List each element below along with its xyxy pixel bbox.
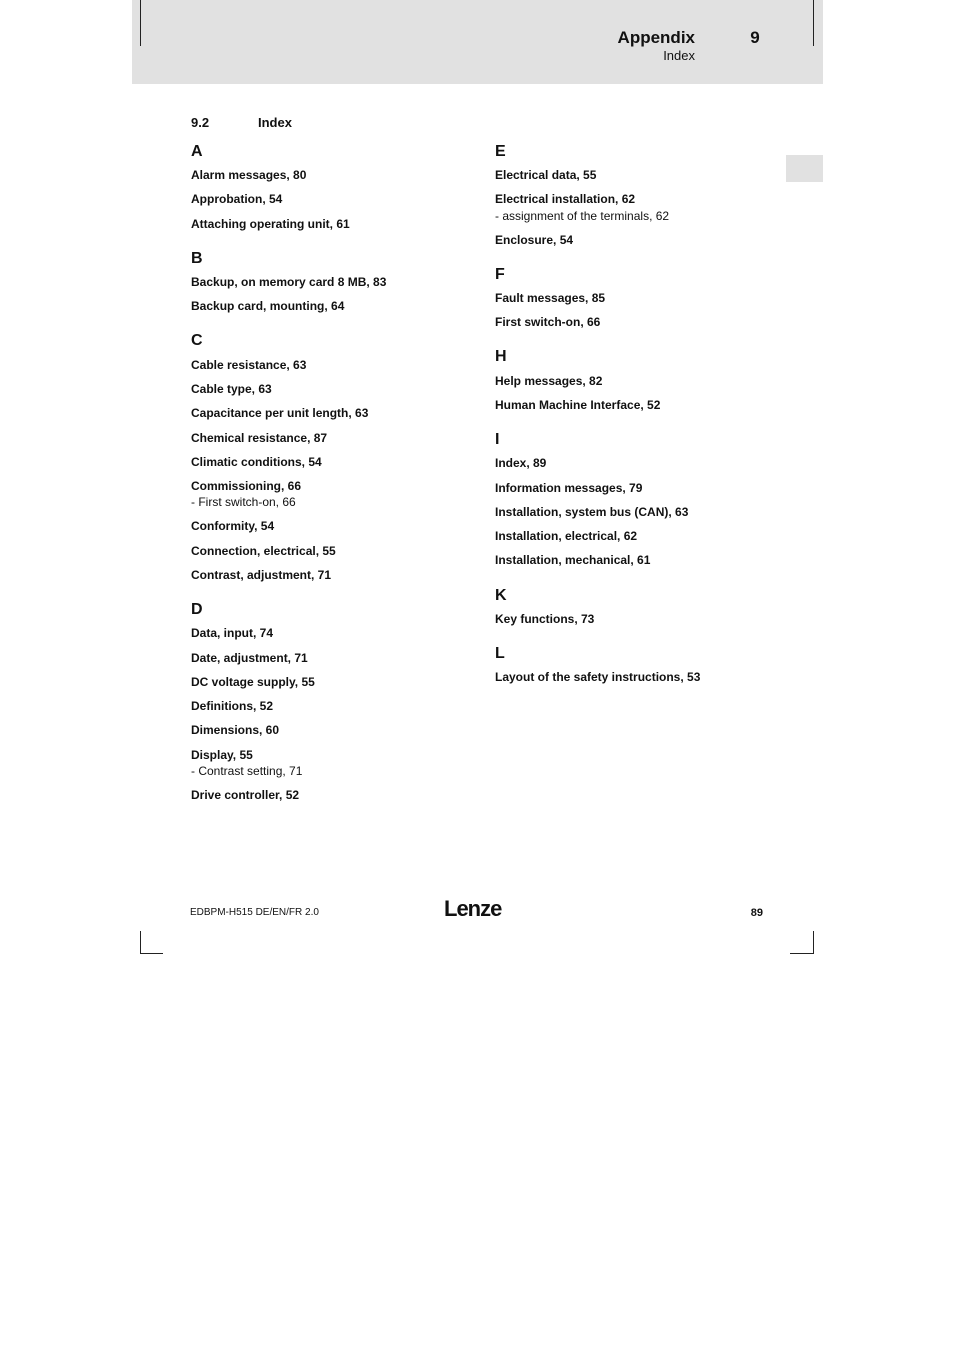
index-column-left	[191, 141, 481, 819]
index-letter: E	[495, 143, 506, 160]
index-entry: Commissioning, 66	[191, 479, 302, 494]
index-column-right	[495, 141, 785, 701]
index-subentry: - Contrast setting, 71	[191, 763, 303, 778]
index-entry: Key functions, 73	[495, 611, 595, 626]
page-number: 89	[750, 907, 763, 919]
lenze-logo: Lenze	[444, 896, 502, 921]
index-entry: Information messages, 79	[495, 480, 643, 495]
index-letter: C	[191, 332, 203, 350]
index-subentry: - assignment of the terminals, 62	[495, 208, 670, 223]
index-entry: Connection, electrical, 55	[191, 543, 336, 558]
index-entry: Human Machine Interface, 52	[495, 397, 661, 412]
index-entry: Contrast, adjustment, 71	[191, 568, 332, 582]
index-entry: Electrical data, 55	[495, 168, 597, 183]
index-letter: F	[495, 265, 505, 283]
index-letter: H	[495, 348, 507, 366]
index-entry: Backup, on memory card 8 MB, 83	[191, 275, 387, 290]
crop-mark-top-right	[813, 0, 814, 46]
index-letter: L	[495, 644, 505, 662]
index-entry: Definitions, 52	[191, 699, 274, 714]
index-entry: Display, 55	[191, 747, 253, 762]
index-letter: K	[495, 586, 507, 604]
index-entry: Data, input, 74	[191, 626, 274, 641]
index-entry: Fault messages, 85	[495, 291, 606, 306]
index-entry: Index, 89	[495, 456, 547, 471]
index-entry: Drive controller, 52	[191, 788, 300, 803]
index-group	[495, 141, 785, 252]
index-entry: Cable type, 63	[191, 381, 272, 396]
index-group	[191, 599, 481, 807]
index-entry: Capacitance per unit length, 63	[191, 406, 369, 421]
index-entry: Conformity, 54	[191, 519, 275, 534]
index-subentry: - First switch-on, 66	[191, 495, 296, 510]
crop-mark-bottom-left-h	[140, 953, 163, 954]
index-letter: I	[495, 431, 500, 449]
index-entry: Date, adjustment, 71	[191, 650, 308, 665]
crop-mark-top-left	[140, 0, 141, 46]
chapter-side-tab	[786, 155, 823, 182]
index-group	[495, 585, 785, 631]
index-group	[191, 141, 481, 236]
index-entry: DC voltage supply, 55	[191, 674, 315, 689]
section-heading	[191, 115, 292, 130]
section-number: 9.2	[191, 115, 210, 130]
index-letter: A	[191, 143, 203, 160]
index-entry: Cable resistance, 63	[191, 357, 307, 372]
index-entry: Chemical resistance, 87	[191, 430, 328, 445]
index-group	[495, 264, 785, 335]
index-entry: Electrical installation, 62	[495, 192, 636, 207]
index-entry: Alarm messages, 80	[191, 168, 307, 183]
header-band	[132, 0, 823, 84]
index-entry: Attaching operating unit, 61	[191, 216, 350, 231]
index-entry: Installation, electrical, 62	[495, 529, 638, 544]
index-entry: First switch-on, 66	[495, 315, 601, 330]
index-letter: D	[191, 601, 203, 619]
chapter-number: 9	[750, 28, 760, 47]
index-entry: Climatic conditions, 54	[191, 454, 322, 469]
index-entry: Installation, system bus (CAN), 63	[495, 504, 689, 519]
crop-mark-bottom-left-v	[140, 931, 141, 954]
index-group	[495, 429, 785, 572]
index-group	[191, 330, 481, 587]
document-code: EDBPM-H515 DE/EN/FR 2.0	[190, 907, 319, 918]
index-letter: B	[191, 249, 203, 267]
index-entry: Enclosure, 54	[495, 232, 574, 247]
chapter-subtitle: Index	[663, 48, 695, 63]
index-group	[495, 346, 785, 417]
index-group	[191, 248, 481, 319]
index-entry: Approbation, 54	[191, 192, 283, 207]
crop-mark-bottom-right-h	[790, 953, 814, 954]
index-entry: Layout of the safety instructions, 53	[495, 670, 701, 684]
section-title: Index	[258, 115, 292, 130]
crop-mark-bottom-right-v	[813, 931, 814, 954]
chapter-title: Appendix	[617, 28, 695, 47]
index-entry: Installation, mechanical, 61	[495, 553, 651, 568]
index-entry: Help messages, 82	[495, 373, 603, 388]
index-group	[495, 643, 785, 689]
index-entry: Dimensions, 60	[191, 723, 280, 738]
index-entry: Backup card, mounting, 64	[191, 299, 345, 314]
